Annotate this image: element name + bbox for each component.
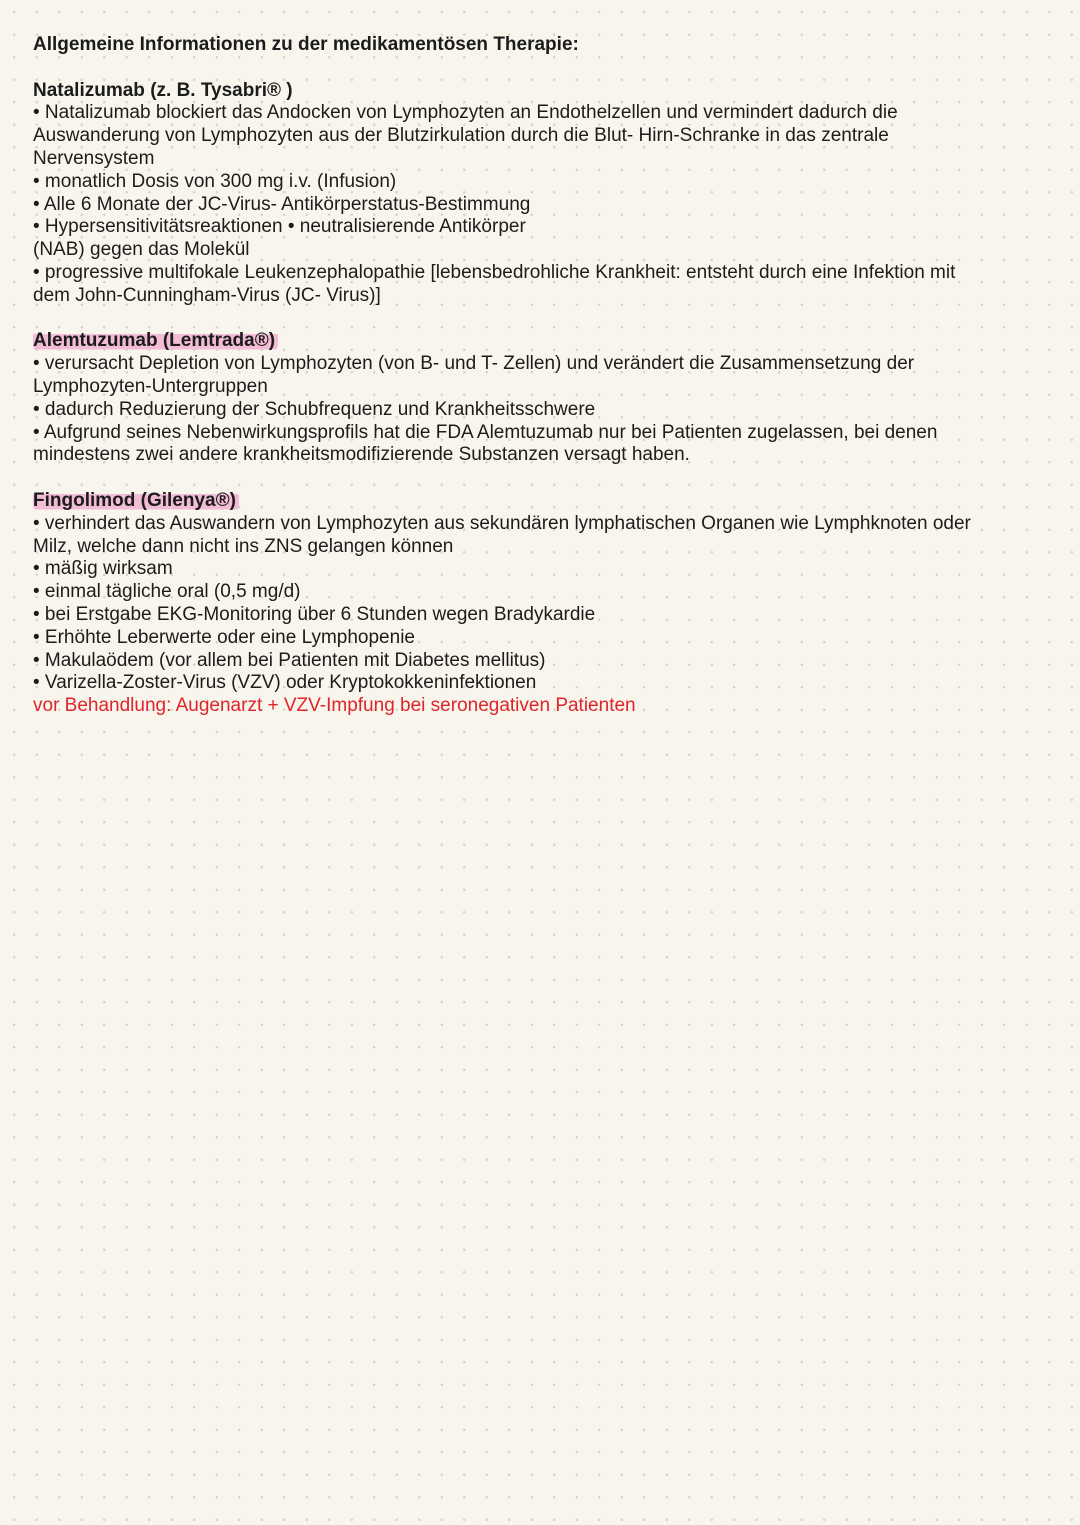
section-heading [33,80,1043,103]
text-line: • Hypersensitivitätsreaktionen • neutralisierende Antikörper [33,216,526,238]
section-fingolimod [33,490,1043,718]
warning-note: vor Behandlung: Augenarzt + VZV-Impfung bei seronegativen Patienten [33,695,636,717]
section-heading [33,330,1043,353]
text-line: (NAB) gegen das Molekül [33,239,250,261]
text-line: • Varizella-Zoster-Virus (VZV) oder Kryptokokkeninfektionen [33,672,537,694]
text-line: • mäßig wirksam [33,558,173,580]
text-line: • Alle 6 Monate der JC-Virus- Antikörperstatus-Bestimmung [33,193,531,215]
text-line: • bei Erstgabe EKG-Monitoring über 6 Stunden wegen Bradykardie [33,603,596,625]
document-content [33,34,1043,741]
text-line: • verursacht Depletion von Lymphozyten (von B- und T- Zellen) und verändert die Zusammensetzung der [33,353,915,375]
text-line: • verhindert das Auswandern von Lymphozyten aus sekundären lymphatischen Organen wie Lymphknoten oder [33,512,971,534]
section-heading [33,490,1043,513]
text-line: Nervensystem [33,147,155,169]
page-title: Allgemeine Informationen zu der medikamentösen Therapie: [33,34,579,55]
text-line: Lymphozyten-Untergruppen [33,375,268,397]
text-line: • Natalizumab blockiert das Andocken von Lymphozyten an Endothelzellen und vermindert dadurch die [33,102,898,124]
text-line: Milz, welche dann nicht ins ZNS gelangen können [33,535,454,557]
text-line: Auswanderung von Lymphozyten aus der Blutzirkulation durch die Blut- Hirn-Schranke in das zentrale [33,125,889,147]
text-line: • progressive multifokale Leukenzephalopathie [lebensbedrohliche Krankheit: entsteht durch eine Infektion mit [33,261,956,283]
text-line: • Erhöhte Leberwerte oder eine Lymphopenie [33,626,415,648]
text-line: • monatlich Dosis von 300 mg i.v. (Infusion) [33,170,397,192]
text-line: mindestens zwei andere krankheitsmodifizierende Substanzen versagt haben. [33,444,690,466]
heading-highlight: Alemtuzumab (Lemtrada®) [33,330,278,351]
section-alemtuzumab [33,330,1043,467]
heading-highlight: Fingolimod (Gilenya®) [33,490,239,511]
text-line: • dadurch Reduzierung der Schubfrequenz und Krankheitsschwere [33,398,596,420]
section-natalizumab [33,80,1043,308]
text-line: dem John-Cunningham-Virus (JC- Virus)] [33,284,381,306]
text-line: • einmal tägliche oral (0,5 mg/d) [33,581,301,603]
text-line: • Makulaödem (vor allem bei Patienten mit Diabetes mellitus) [33,649,546,671]
text-line: • Aufgrund seines Nebenwirkungsprofils hat die FDA Alemtuzumab nur bei Patienten zugelassen, bei denen [33,421,938,443]
heading-text: Natalizumab (z. B. Tysabri® ) [33,79,293,101]
